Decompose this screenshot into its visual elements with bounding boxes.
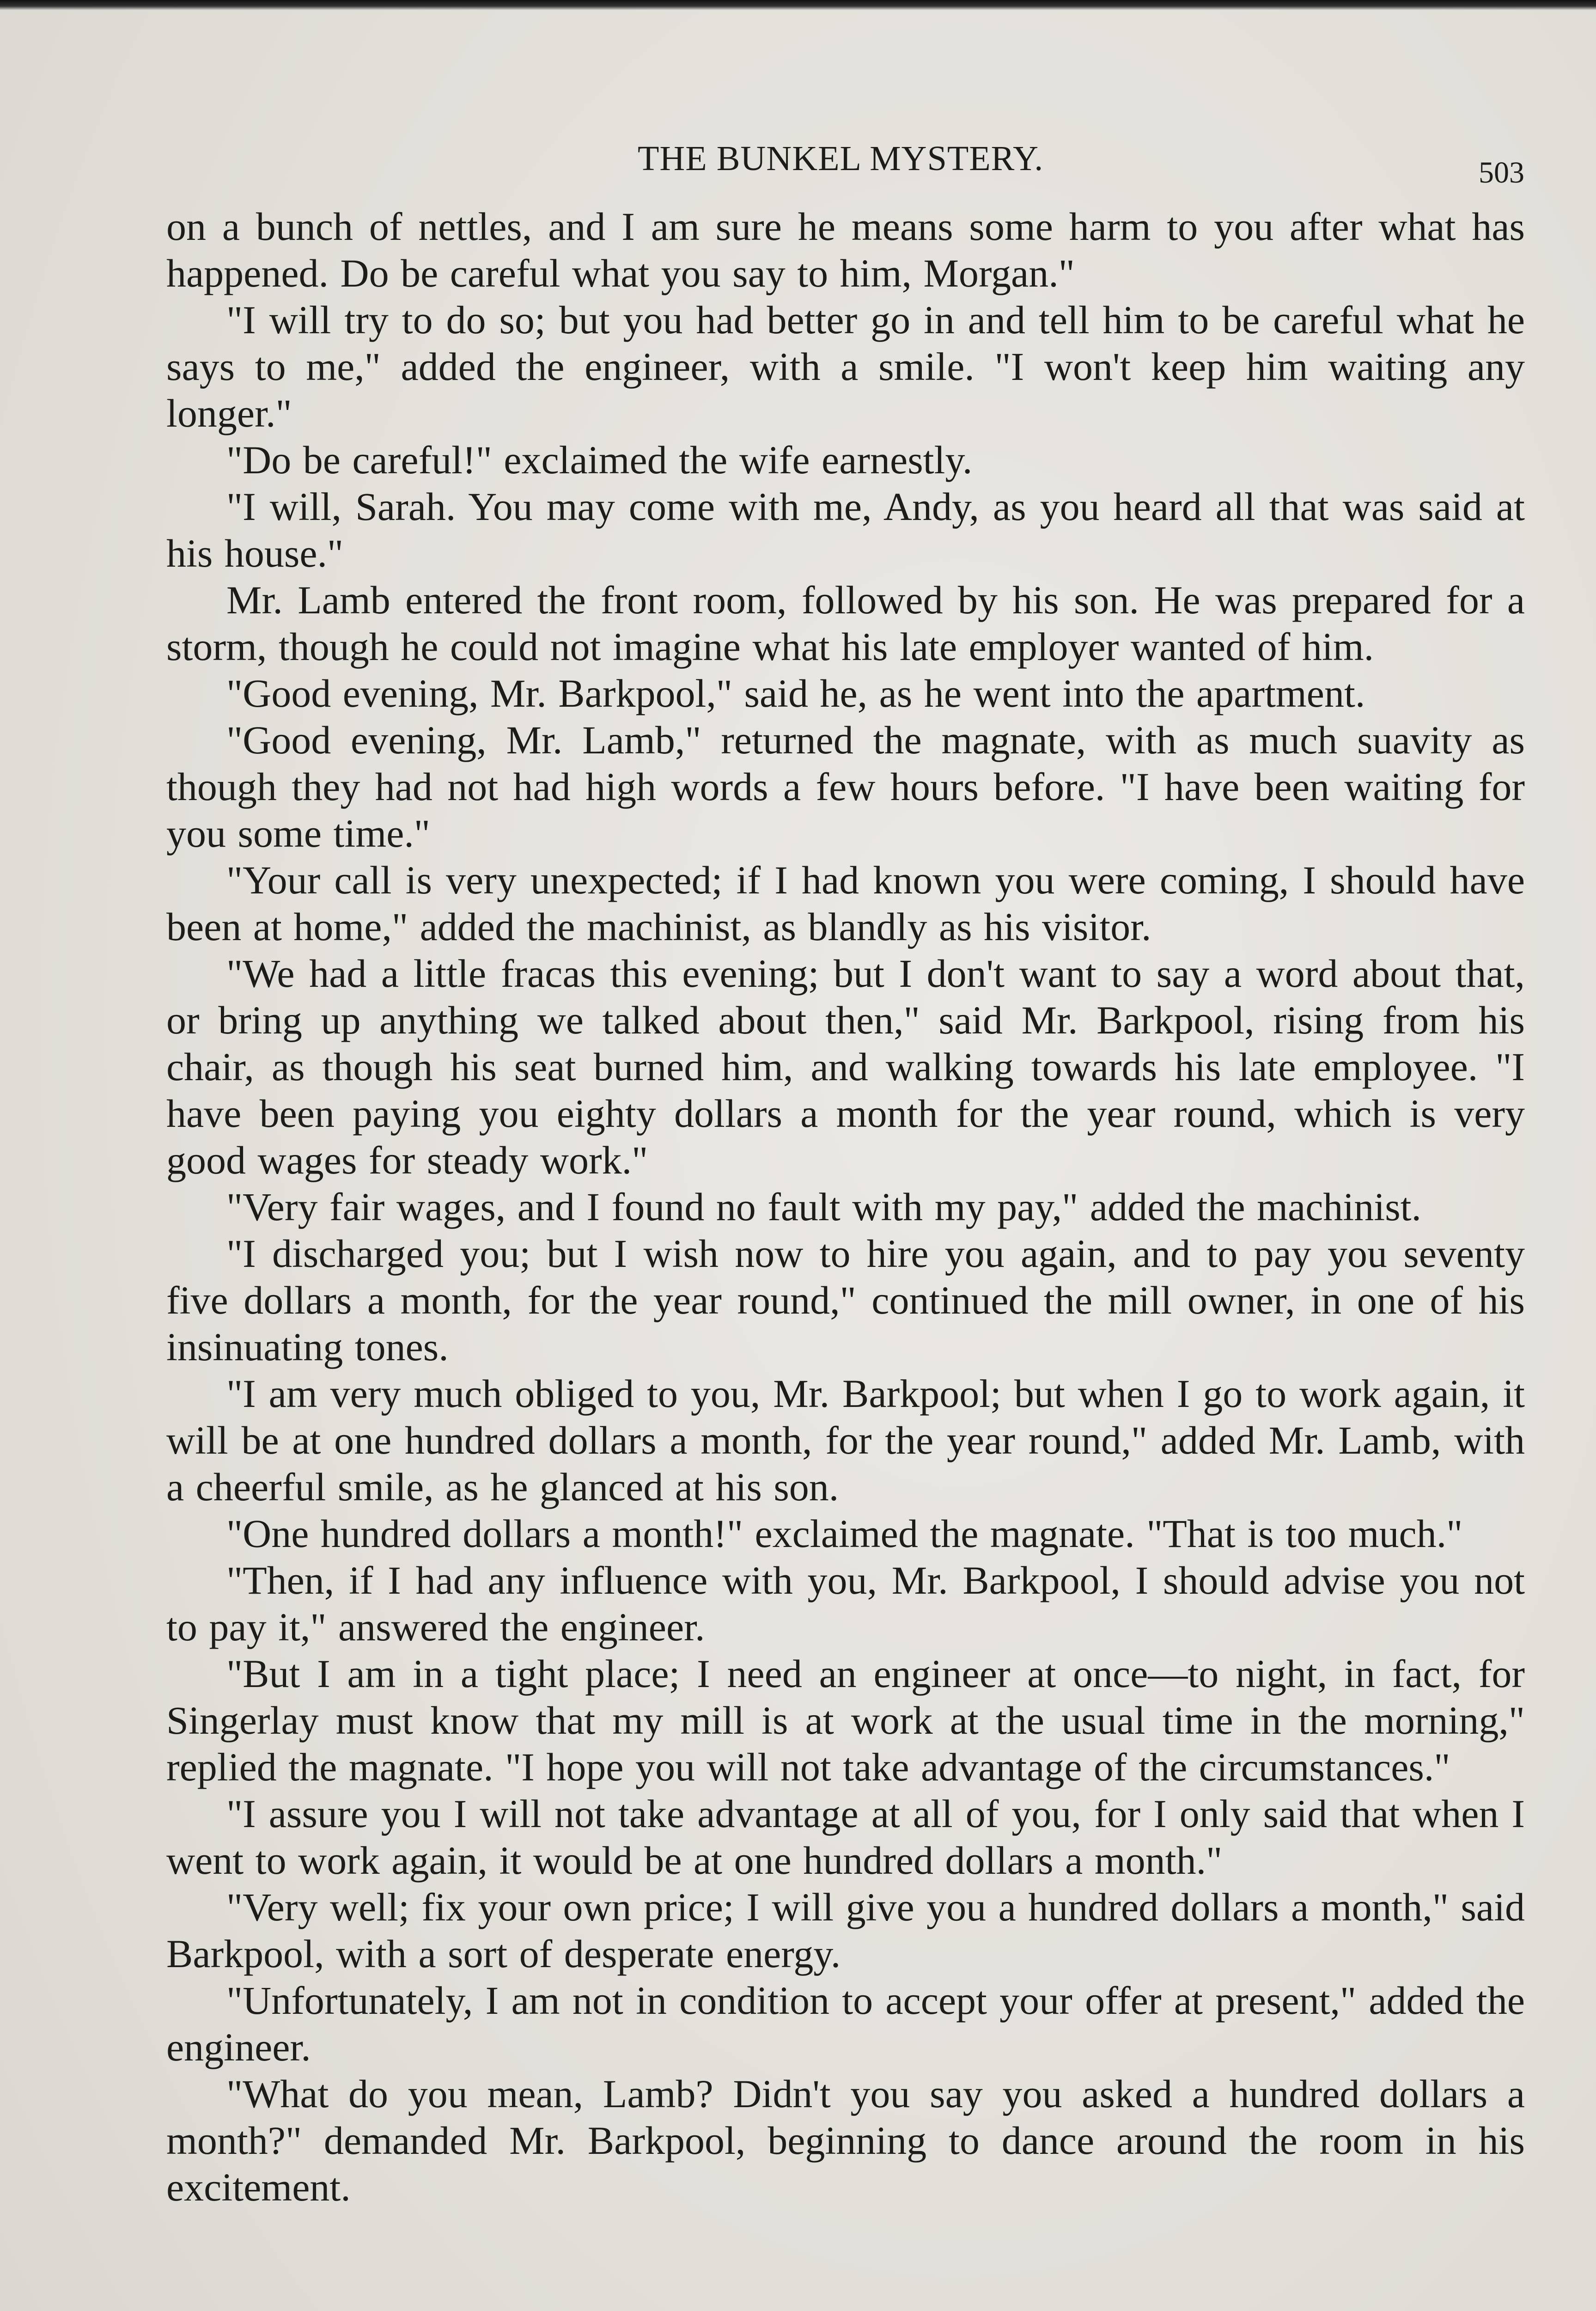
paragraph-3: "Do be careful!" exclaimed the wife earnestly.	[226, 438, 973, 482]
paragraph-11: "I discharged you; but I wish now to hire you again, and to pay you seventy five dollars a month, for the year round," continued the mill owner, in one of his insinuating tones.	[166, 1231, 1525, 1369]
paragraph-17: "Very well; fix your own price; I will give you a hundred dollars a month," said Barkpool, with a sort of desperate energy.	[166, 1885, 1525, 1976]
paragraph-16: "I assure you I will not take advantage at all of you, for I only said that when I went to work again, it would be at one hundred dollars a month."	[166, 1791, 1525, 1883]
running-title: THE BUNKEL MYSTERY.	[638, 139, 1044, 178]
paragraph-4: "I will, Sarah. You may come with me, Andy, as you heard all that was said at his house."	[166, 484, 1525, 575]
paragraph-8: "Your call is very unexpected; if I had known you were coming, I should have been at home," added the machinist, as blandly as his visitor.	[166, 858, 1525, 949]
page-number: 503	[1479, 156, 1524, 190]
paragraph-13: "One hundred dollars a month!" exclaimed the magnate. "That is too much."	[226, 1511, 1463, 1556]
paragraph-5: Mr. Lamb entered the front room, followed by his son. He was prepared for a storm, though he could not imagine what his late employer wanted of him.	[166, 578, 1525, 669]
paragraph-7: "Good evening, Mr. Lamb," returned the magnate, with as much suavity as though they had not had high words a few hours before. "I have been waiting for you some time."	[166, 718, 1525, 856]
paragraph-14: "Then, if I had any influence with you, Mr. Barkpool, I should advise you not to pay it," answered the engineer.	[166, 1558, 1525, 1649]
paragraph-12: "I am very much obliged to you, Mr. Barkpool; but when I go to work again, it will be at one hundred dollars a month, for the year round," added Mr. Lamb, with a cheerful smile, as he glanced at his son.	[166, 1371, 1525, 1509]
paragraph-15: "But I am in a tight place; I need an engineer at once—to night, in fact, for Singerlay must know that my mill is at work at the usual time in the morning," replied the magnate. "I hope you will not take advantage of the circumstances."	[166, 1651, 1525, 1789]
paragraph-6: "Good evening, Mr. Barkpool," said he, as he went into the apartment.	[226, 671, 1365, 715]
paragraph-18: "Unfortunately, I am not in condition to accept your offer at present," added the engineer.	[166, 1978, 1525, 2069]
paragraph-1: on a bunch of nettles, and I am sure he means some harm to you after what has happened. Do be careful what you say to him, Morgan."	[166, 204, 1525, 295]
scan-top-edge	[0, 0, 1596, 10]
paragraph-19: "What do you mean, Lamb? Didn't you say you asked a hundred dollars a month?" demanded Mr. Barkpool, beginning to dance around the room in his excitement.	[166, 2072, 1525, 2209]
paragraph-2: "I will try to do so; but you had better go in and tell him to be careful what he says to me," added the engineer, with a smile. "I won't keep him waiting any longer."	[166, 298, 1525, 435]
paragraph-10: "Very fair wages, and I found no fault with my pay," added the machinist.	[226, 1185, 1422, 1229]
body-text	[166, 203, 1525, 2211]
paragraph-9: "We had a little fracas this evening; but I don't want to say a word about that, or bring up anything we talked about then," said Mr. Barkpool, rising from his chair, as though his seat burned him, and walking towards his late employee. "I have been paying you eighty dollars a month for the year round, which is very good wages for steady work."	[166, 951, 1525, 1182]
